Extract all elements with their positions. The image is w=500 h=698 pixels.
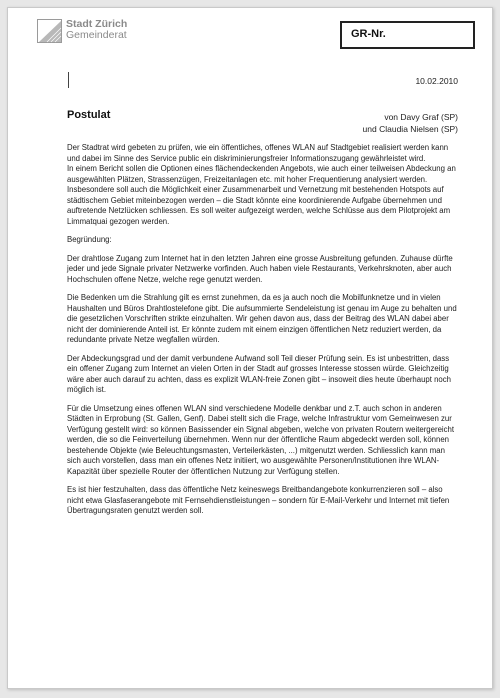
document-body	[67, 143, 460, 525]
paragraph: Der Stadtrat wird gebeten zu prüfen, wie ein öffentliches, offenes WLAN auf Stadtgebiet realisiert werden kann und dabei im Sinne des Service public ein diskriminierungsfreier Informationszugang gewährleistet wird.	[67, 143, 449, 163]
document-date: 10.02.2010	[415, 76, 458, 86]
document-title: Postulat	[67, 109, 111, 121]
text-cursor	[68, 72, 69, 88]
paragraph: In einem Bericht sollen die Optionen eines flächendeckenden Angebots, wie auch einer teilweisen Abdeckung an ausgewählten Plätzen, Strassenzügen, Freizeitanlagen etc. mit hoher Frequentierung analysiert werden. Insbesondere soll auch die Möglichkeit einer Zusammenarbeit und Vernetzung mit bestehenden Hotspots auf städtischem Gebiet miteinbezogen werden – die Stadt könnte eine koordinierende Aufgabe übernehmen und auftretende Netzlücken schliessen. Es soll weiter aufgezeigt werden, welche Schlüsse aus dem Pilotprojekt am Limmatquai gezogen werden.	[67, 164, 456, 226]
org-unit: Gemeinderat	[66, 29, 127, 41]
org-name: Stadt Zürich	[66, 18, 128, 30]
paragraph: Für die Umsetzung eines offenen WLAN sind verschiedene Modelle denkbar und z.T. auch schon in anderen Städten in Erprobung (St. Gallen, Genf). Dabei stellt sich die Frage, welche Infrastruktur vom Gemeinwesen zur Verfügung gestellt wird: so können Basissender ein Signal abgeben, welche von privaten Routern weitergereicht werden, die so die Feinverteilung übernehmen. Wenn nur der öffentliche Raum abgedeckt werden soll, können bestehende Objekte (wie Beleuchtungsmasten, Verteilerkästen, ...) mitgenutzt werden. Schliesslich kann man sich auch vorstellen, dass man ein offenes Netz initiiert, wo ausgewählte Personen/Institutionen ihre WLAN-Kapazität über spezielle Router der öffentlichen Nutzung zur Verfügung stellen.	[67, 403, 455, 476]
city-logo	[37, 19, 127, 43]
author-line-2: und Claudia Nielsen (SP)	[362, 124, 458, 134]
paragraph: Es ist hier festzuhalten, dass das öffentliche Netz keineswegs Breitbandangebote konkurrenzieren soll – also nicht etwa Glasfaserangebote mit Fernsehdienstleistungen – sondern für E-Mail-Verkehr und Internet mit tiefen Übertragungsraten genutzt werden soll.	[67, 485, 450, 515]
org-text	[66, 19, 127, 41]
paragraph: Die Bedenken um die Strahlung gilt es ernst zunehmen, da es ja auch noch die Mobilfunknetze und in vielen Haushalten und Büros Drahtlostelefone gibt. Die aufsummierte Sendeleistung ist genau im Auge zu behalten und die gesetzlichen Vorschriften strikte einzuhalten. Wir gehen davon aus, dass der Beitrag des WLAN dabei aber nicht der dominierende Anteil ist. Er könnte zudem mit einem einzigen öffentlichen Netz reduziert werden, da redundante private Netze wegfallen würden.	[67, 293, 457, 344]
city-crest-icon	[37, 19, 62, 43]
reason-heading: Begründung:	[67, 235, 112, 244]
author-line-1: von Davy Graf (SP)	[384, 112, 458, 122]
gr-nr-box: GR-Nr.	[340, 21, 475, 49]
authors	[363, 111, 458, 135]
document-page	[7, 7, 493, 689]
paragraph: Der Abdeckungsgrad und der damit verbundene Aufwand soll Teil dieser Prüfung sein. Es ist unbestritten, dass ein offener Zugang zum Internet an vielen Orten in der Stadt auf grosses Interesse stossen würde. Gleichzeitig wäre aber auch darauf zu achten, dass es explizit WLAN-freie Zonen gibt – insoweit dies heute überhaupt noch möglich ist.	[67, 353, 452, 394]
paragraph: Der drahtlose Zugang zum Internet hat in den letzten Jahren eine grosse Ausbreitung gefunden. Zuhause dürfte jeder und jede Signale privater Netzwerke vorfinden. Auch haben viele Restaurants, Verkehrsknoten, aber auch Hochschulen offene Netze, welche rege genutzt werden.	[67, 253, 453, 284]
